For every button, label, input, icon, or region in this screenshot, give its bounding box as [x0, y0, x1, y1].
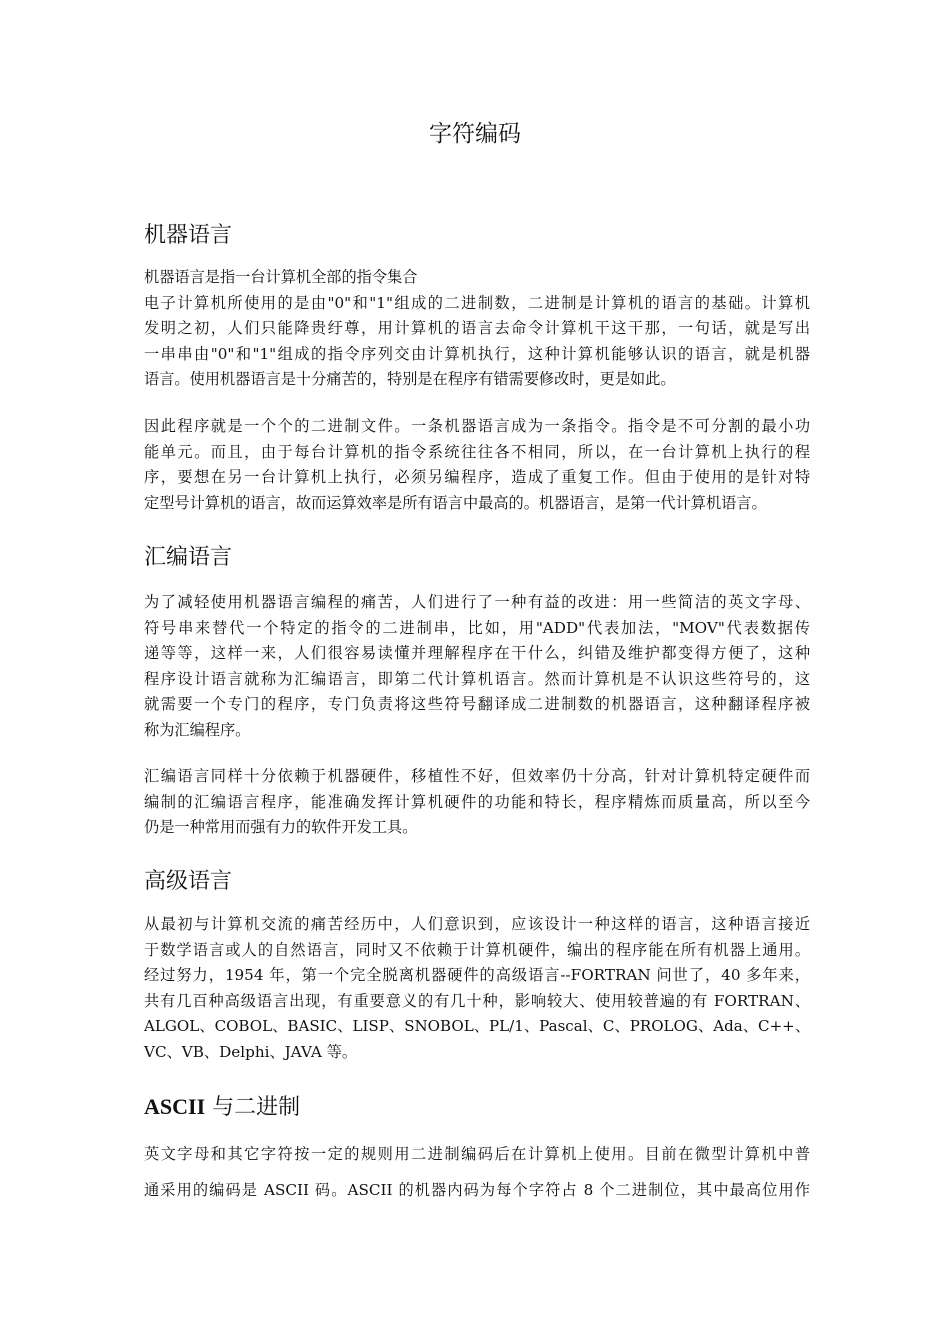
text-line: 定型号计算机的语言，故而运算效率是所有语言中最高的。机器语言，是第一代计算机语言。	[144, 493, 767, 512]
paragraph	[144, 764, 810, 841]
section-heading-ascii-binary	[144, 1092, 300, 1123]
text-line: 递等等，这样一来，人们很容易读懂并理解程序在干什么，纠错及维护都变得方便了，这种	[144, 644, 810, 662]
text-line: 称为汇编程序。	[144, 720, 251, 739]
text-line: 于数学语言或人的自然语言，同时又不依赖于计算机硬件，编出的程序能在所有机器上通用。	[144, 940, 810, 959]
text-line: VC、VB、Delphi、JAVA 等。	[144, 1042, 358, 1061]
section-heading-assembly-language: 汇编语言	[144, 545, 233, 570]
text-line: 程序设计语言就称为汇编语言，即第二代计算机语言。然而计算机是不认识这些符号的，这	[144, 669, 810, 688]
text-line: 英文字母和其它字符按一定的规则用二进制编码后在计算机上使用。目前在微型计算机中普	[144, 1145, 810, 1163]
text-line: 经过努力，1954 年，第一个完全脱离机器硬件的高级语言--FORTRAN 问世了，40 多年来，	[144, 966, 810, 984]
text-line: ALGOL、COBOL、BASIC、LISP、SNOBOL、PL/1、Pascal、C、PROLOG、Ada、C++、	[144, 1017, 810, 1035]
text-line: 电子计算机所使用的是由"0"和"1"组成的二进制数，二进制是计算机的语言的基础。计算机	[144, 293, 810, 312]
paragraph	[144, 590, 810, 743]
text-line: 符号串来替代一个特定的指令的二进制串，比如，用"ADD"代表加法，"MOV"代表数据传	[144, 618, 810, 637]
heading-cjk-part: 与二进制	[205, 1095, 301, 1120]
paragraph	[144, 1136, 810, 1208]
paragraph	[144, 414, 810, 516]
text-line: 为了减轻使用机器语言编程的痛苦，人们进行了一种有益的改进：用一些简洁的英文字母、	[144, 593, 810, 611]
text-line: 机器语言是指一台计算机全部的指令集合	[144, 268, 418, 286]
text-line: 因此程序就是一个个的二进制文件。一条机器语言成为一条指令。指令是不可分割的最小功	[144, 417, 810, 435]
text-line: 发明之初，人们只能降贵纡尊，用计算机的语言去命令计算机干这干那，一句话，就是写出	[144, 319, 810, 337]
document-title: 字符编码	[429, 121, 521, 147]
text-line: 从最初与计算机交流的痛苦经历中，人们意识到，应该设计一种这样的语言，这种语言接近	[144, 915, 810, 933]
section-heading-machine-language: 机器语言	[144, 223, 233, 248]
text-line: 语言。使用机器语言是十分痛苦的，特别是在程序有错需要修改时，更是如此。	[144, 370, 676, 388]
text-line: 一串串由"0"和"1"组成的指令序列交由计算机执行，这种计算机能够认识的语言，就是机器	[144, 344, 810, 363]
text-line: 就需要一个专门的程序，专门负责将这些符号翻译成二进制数的机器语言，这种翻译程序被	[144, 695, 810, 713]
text-line: 序，要想在另一台计算机上执行，必须另编程序，造成了重复工作。但由于使用的是针对特	[144, 468, 810, 486]
text-line: 仍是一种常用而强有力的软件开发工具。	[144, 818, 418, 836]
paragraph	[144, 265, 810, 393]
text-line: 编制的汇编语言程序，能准确发挥计算机硬件的功能和特长，程序精炼而质量高，所以至今	[144, 792, 810, 811]
heading-latin-part: ASCII	[144, 1094, 206, 1119]
text-line: 共有几百种高级语言出现，有重要意义的有几十种，影响较大、使用较普遍的有 FORTRAN、	[144, 991, 810, 1010]
section-heading-high-level-language: 高级语言	[144, 869, 233, 894]
text-line: 通采用的编码是 ASCII 码。ASCII 的机器内码为每个字符占 8 个二进制位，其中最高位用作	[144, 1181, 810, 1199]
paragraph	[144, 912, 810, 1065]
text-line: 能单元。而且，由于每台计算机的指令系统往往各不相同，所以，在一台计算机上执行的程	[144, 442, 810, 461]
text-line: 汇编语言同样十分依赖于机器硬件，移植性不好，但效率仍十分高，针对计算机特定硬件而	[144, 767, 810, 785]
